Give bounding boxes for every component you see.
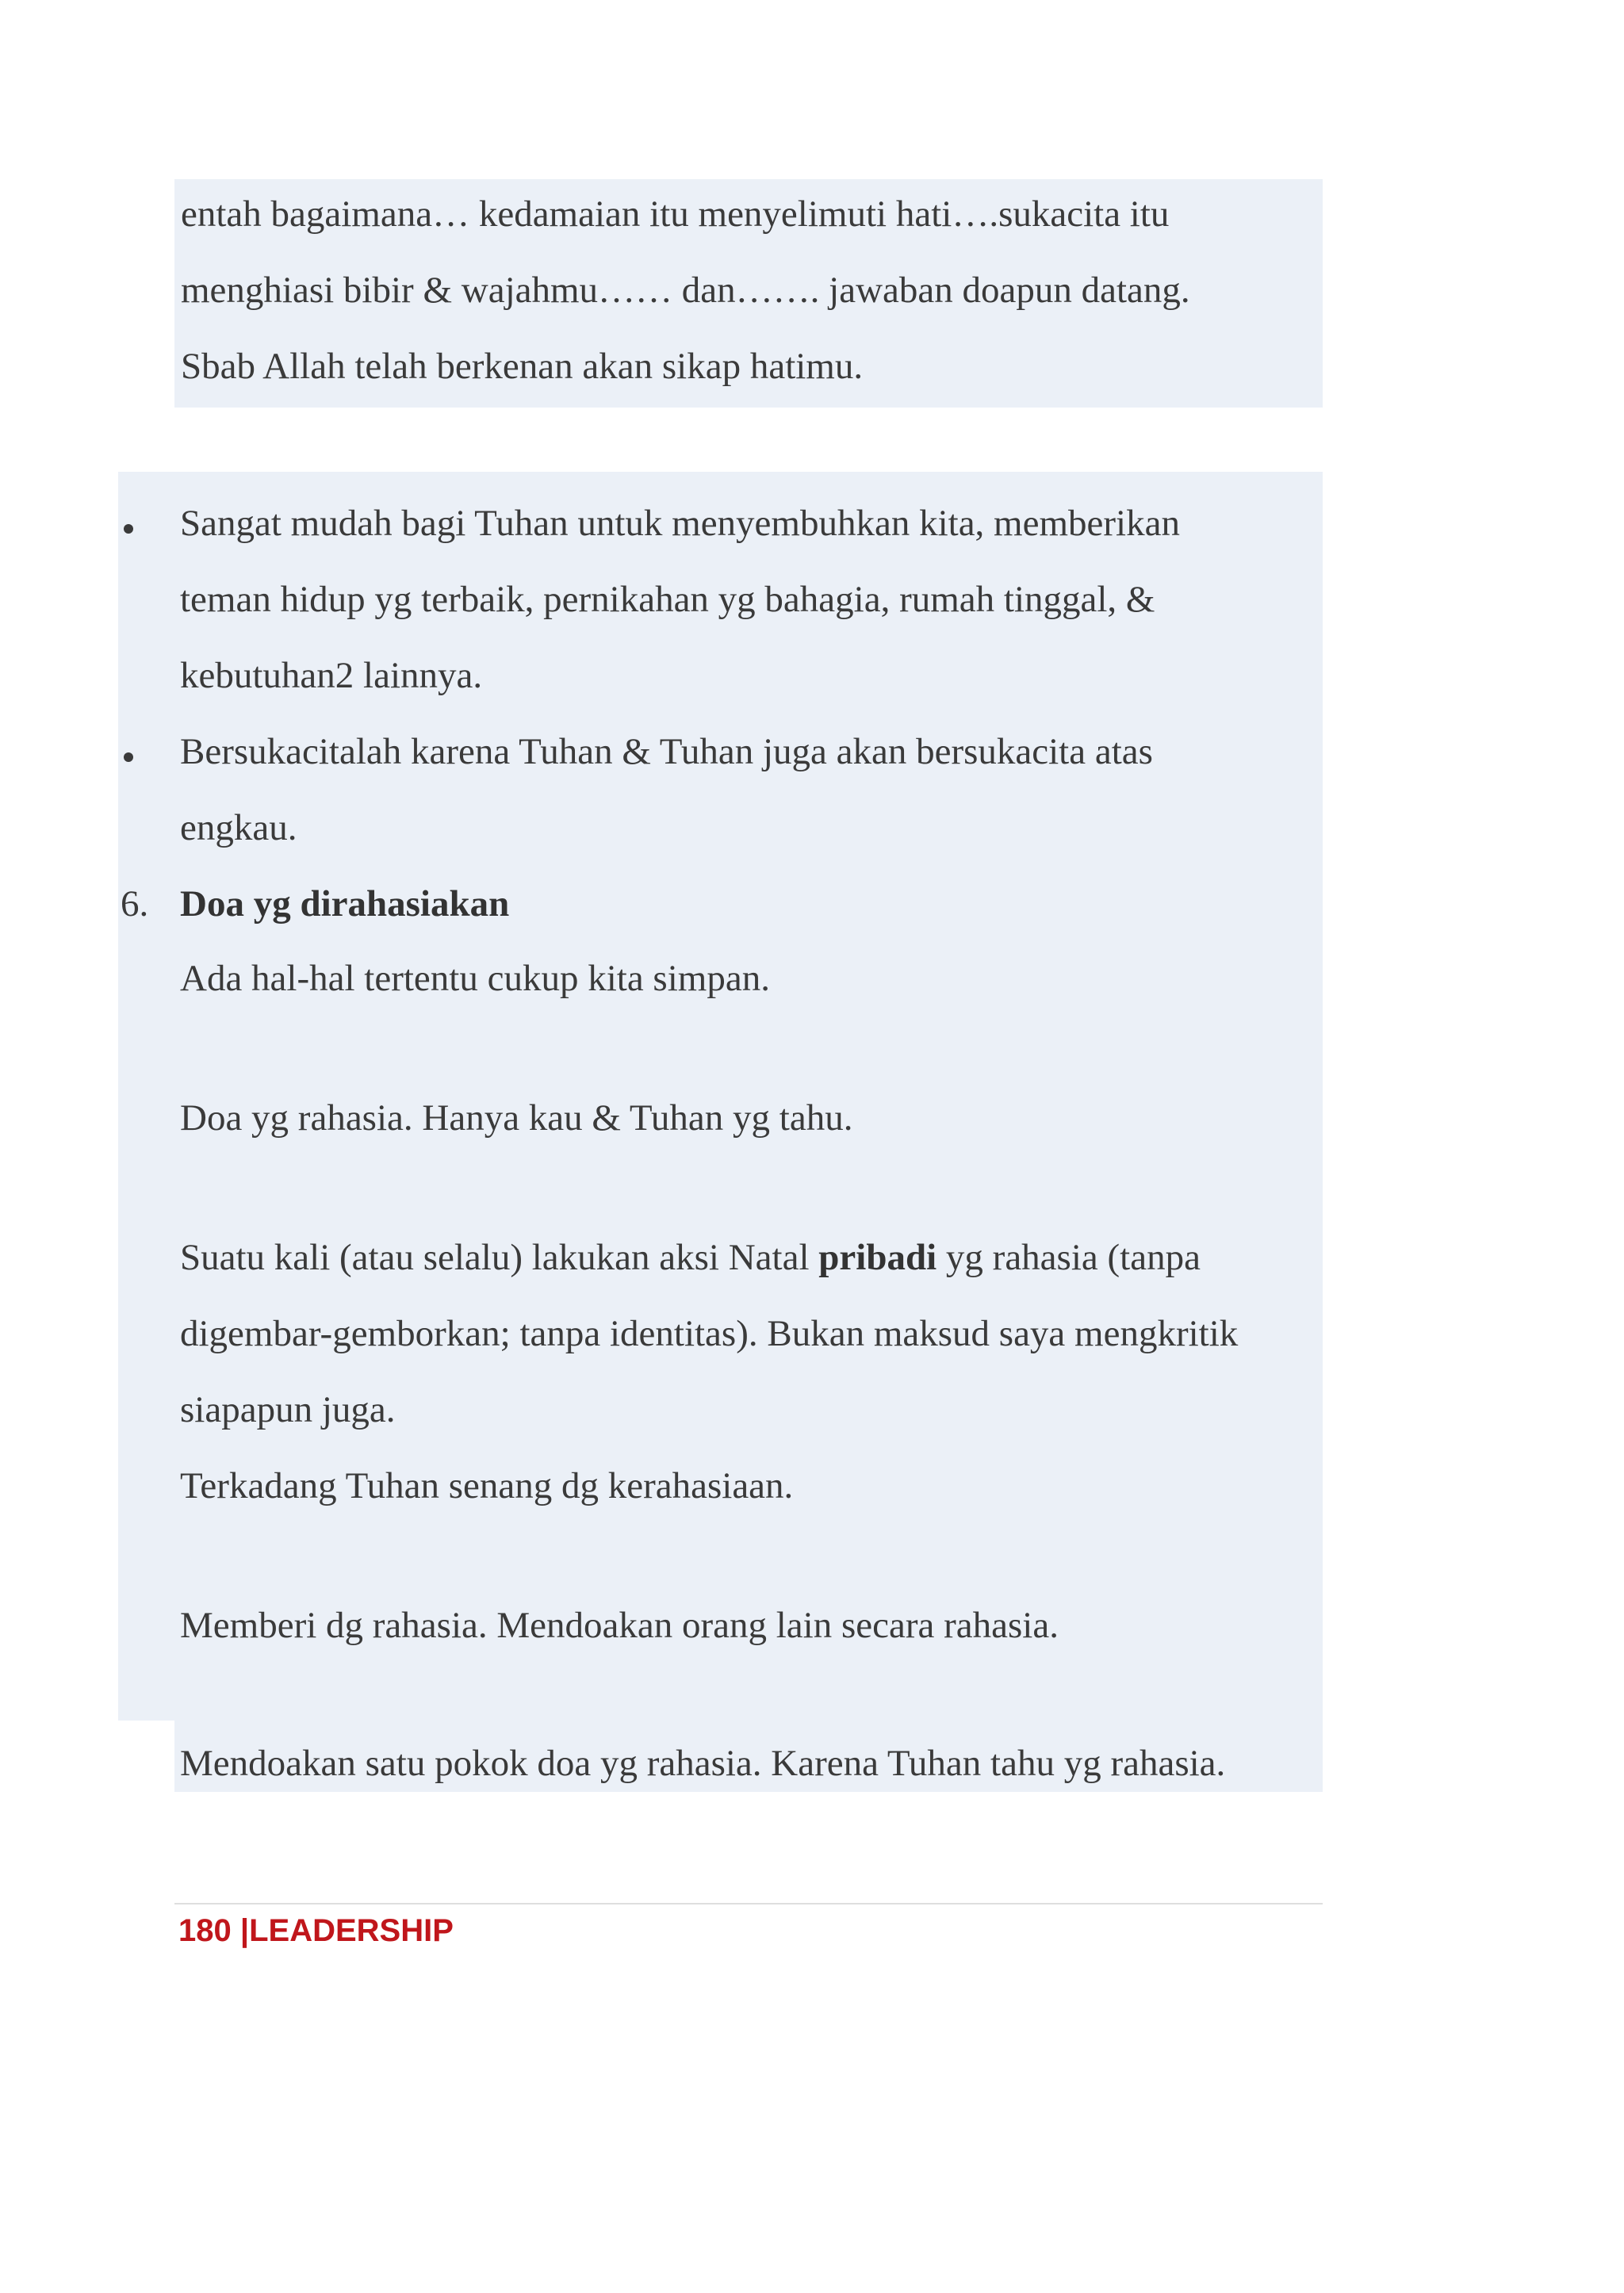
bullet-icon xyxy=(124,752,133,762)
section-paragraph-3-line-3: siapapun juga. xyxy=(180,1389,396,1430)
section-paragraph-6: Mendoakan satu pokok doa yg rahasia. Karena Tuhan tahu yg rahasia. xyxy=(180,1743,1226,1784)
section-paragraph-5: Memberi dg rahasia. Mendoakan orang lain secara rahasia. xyxy=(180,1605,1059,1646)
section-number: 6. xyxy=(121,883,149,924)
footer-separator: | xyxy=(239,1913,250,1948)
book-title: LEADERSHIP xyxy=(249,1913,454,1948)
intro-paragraph xyxy=(174,179,1323,408)
bullet-1-line-2: teman hidup yg terbaik, pernikahan yg bahagia, rumah tinggal, & xyxy=(180,579,1155,620)
section-paragraph-2: Doa yg rahasia. Hanya kau & Tuhan yg tahu. xyxy=(180,1097,853,1139)
p3-text-before: Suatu kali (atau selalu) lakukan aksi Natal xyxy=(180,1237,819,1278)
bullet-2-line-2: engkau. xyxy=(180,807,297,848)
bullet-1-line-3: kebutuhan2 lainnya. xyxy=(180,655,483,696)
section-paragraph-4: Terkadang Tuhan senang dg kerahasiaan. xyxy=(180,1465,794,1506)
footer-divider xyxy=(174,1903,1323,1904)
text-line: menghiasi bibir & wajahmu…… dan……. jawaban doapun datang. xyxy=(181,270,1190,311)
text-line: Sbab Allah telah berkenan akan sikap hatimu. xyxy=(181,346,864,387)
page-footer xyxy=(178,1907,454,1954)
section-paragraph-3-line-2: digembar-gemborkan; tanpa identitas). Bukan maksud saya mengkritik xyxy=(180,1313,1239,1354)
page-number: 180 xyxy=(178,1913,232,1948)
text-line: entah bagaimana… kedamaian itu menyelimuti hati….sukacita itu xyxy=(181,193,1170,235)
section-title xyxy=(180,866,509,942)
section-paragraph-1: Ada hal-hal tertentu cukup kita simpan. xyxy=(180,958,770,999)
bullet-1-line-1: Sangat mudah bagi Tuhan untuk menyembuhkan kita, memberikan xyxy=(180,503,1180,544)
section-paragraph-3-line-1 xyxy=(180,1219,1201,1296)
p3-text-after: yg rahasia (tanpa xyxy=(936,1237,1201,1278)
bullet-icon xyxy=(124,524,133,534)
bullet-2-line-1: Bersukacitalah karena Tuhan & Tuhan juga akan bersukacita atas xyxy=(180,731,1153,772)
p3-bold-text: pribadi xyxy=(818,1237,937,1278)
section-title-text: Doa yg dirahasiakan xyxy=(180,883,510,924)
